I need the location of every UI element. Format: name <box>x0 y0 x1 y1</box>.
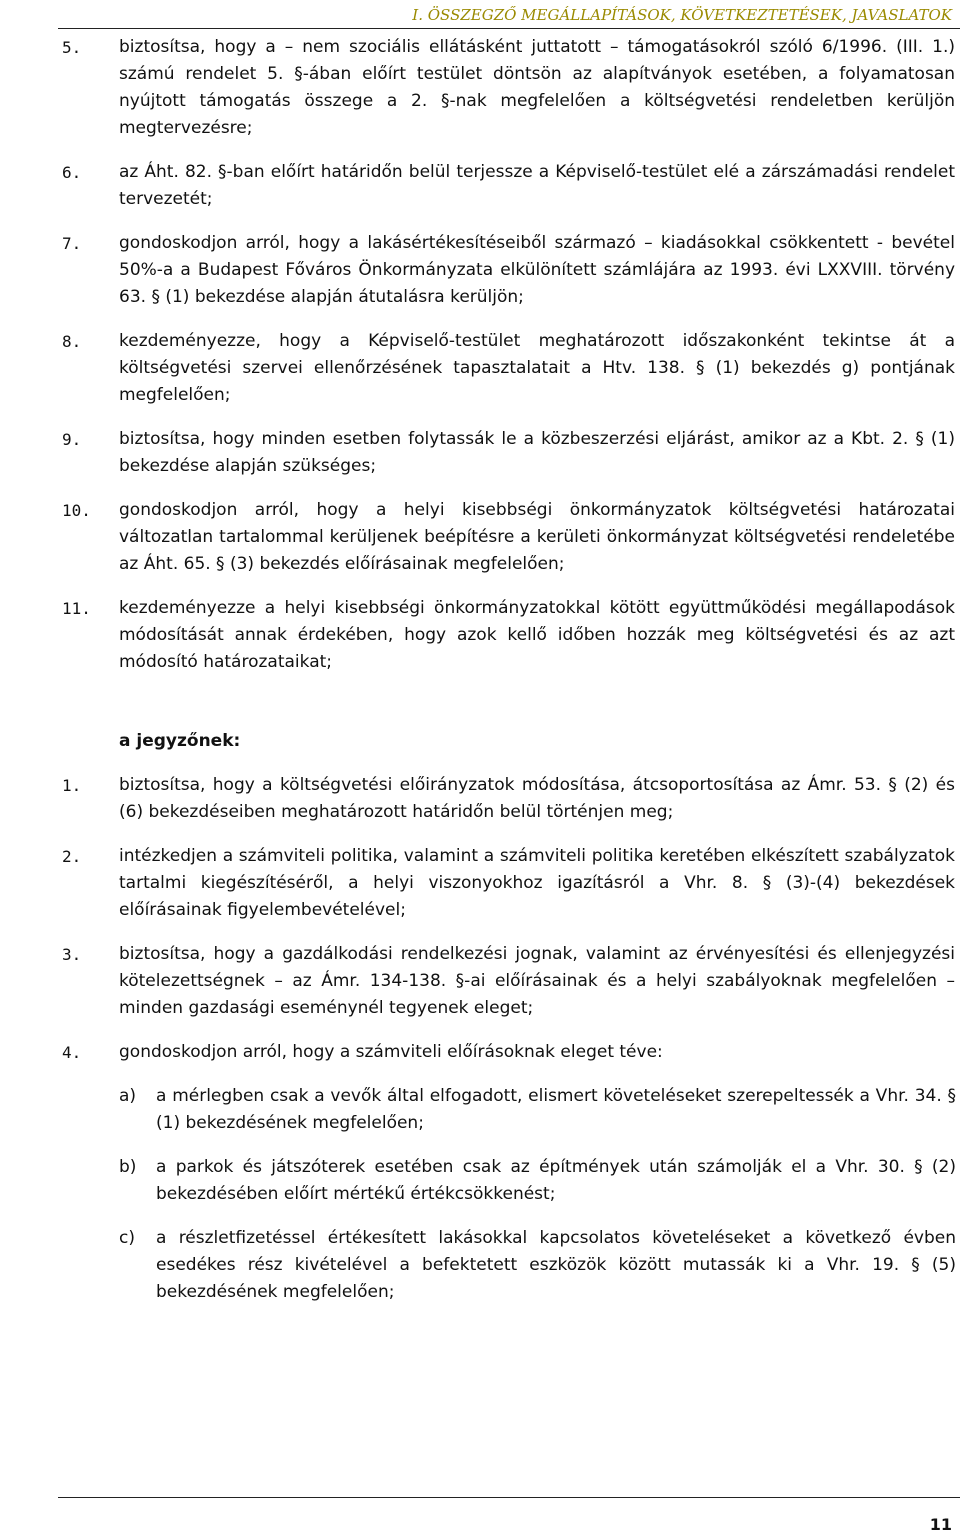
item-text: biztosítsa, hogy a – nem szociális ellátásként juttatott – támogatásokról szóló 6/1996. (III. 1.) számú rendelet 5. §-ában előírt testület döntsön az alapítványok esetében, a folyamatosan nyújtott támogatás összege a 2. §-nak megfelelően a költségvetési rendeletben kerüljön megtervezésre; <box>119 37 955 138</box>
item-number: 2. <box>62 847 82 866</box>
item-text: biztosítsa, hogy minden esetben folytassák le a közbeszerzési eljárást, amikor az a Kbt. 2. § (1) bekezdése alapján szükséges; <box>119 429 955 476</box>
list-item-7 <box>62 230 955 311</box>
running-header: I. ÖSSZEGZŐ MEGÁLLAPÍTÁSOK, KÖVETKEZTETÉSEK, JAVASLATOK <box>412 6 952 24</box>
sub-item-b <box>119 1154 956 1208</box>
item-number: 4. <box>62 1043 82 1062</box>
sub-item-c <box>119 1225 956 1306</box>
item-number: 11. <box>62 599 91 618</box>
list-item-6 <box>62 159 955 213</box>
item-number: 3. <box>62 945 82 964</box>
header-rule <box>58 28 960 29</box>
sub-item-label: a) <box>119 1086 137 1106</box>
item-text: kezdeményezze a helyi kisebbségi önkormányzatokkal kötött együttműködési megállapodások módosítását annak érdekében, hogy azok kellő időben hozzák meg költségvetési és az azt módosító határozataikat; <box>119 598 955 672</box>
sub-item-text: a mérlegben csak a vevők által elfogadott, elismert követeléseket szerepeltessék a Vhr. 34. § (1) bekezdésének megfelelően; <box>156 1086 956 1133</box>
document-body <box>0 34 960 1306</box>
footer-rule <box>58 1497 960 1498</box>
sub-item-label: c) <box>119 1228 135 1248</box>
list-item-b2 <box>62 843 955 924</box>
item-text: kezdeményezze, hogy a Képviselő-testület meghatározott időszakonként tekintse át a költségvetési szervei ellenőrzésének tapasztalatait a Htv. 138. § (1) bekezdés g) pontjának megfelelően; <box>119 331 955 405</box>
sub-item-label: b) <box>119 1157 137 1177</box>
list-item-8 <box>62 328 955 409</box>
sub-item-a <box>119 1083 956 1137</box>
item-text: biztosítsa, hogy a költségvetési előirányzatok módosítása, átcsoportosítása az Ámr. 53. § (2) és (6) bekezdéseiben meghatározott határidőn belül történjen meg; <box>119 775 955 822</box>
item-number: 5. <box>62 38 82 57</box>
item-text: biztosítsa, hogy a gazdálkodási rendelkezési jognak, valamint az érvényesítési és ellenjegyzési kötelezettségnek – az Ámr. 134-138. §-ai előírásainak és a helyi szabályoknak megfelelően – minden gazdasági eseménynél tegyenek eleget; <box>119 944 955 1018</box>
list-item-10 <box>62 497 955 578</box>
item-number: 1. <box>62 776 82 795</box>
item-number: 9. <box>62 430 82 449</box>
item-number: 8. <box>62 332 82 351</box>
list-item-9 <box>62 426 955 480</box>
sub-item-text: a részletfizetéssel értékesített lakásokkal kapcsolatos követeléseket a következő évben esedékes rész kivételével a befektetett eszközök között mutassák ki a Vhr. 19. § (5) bekezdésének megfelelően; <box>156 1228 956 1302</box>
list-item-5 <box>62 34 955 142</box>
item-text: intézkedjen a számviteli politika, valamint a számviteli politika keretében elkészített szabályzatok tartalmi kiegészítéséről, a helyi viszonyokhoz igazításról a Vhr. 8. § (3)-(4) bekezdések előírásainak figyelembevételével; <box>119 846 955 920</box>
item-text: gondoskodjon arról, hogy a helyi kisebbségi önkormányzatok költségvetési határozatai változatlan tartalommal kerüljenek beépítésre a kerületi önkormányzat költségvetési rendeletébe az Áht. 65. § (3) bekezdés előírásainak megfelelően; <box>119 500 955 574</box>
page-number: 11 <box>929 1515 952 1534</box>
item-text: gondoskodjon arról, hogy a lakásértékesítéseiből származó – kiadásokkal csökkentett - bevétel 50%-a a Budapest Főváros Önkormányzata elkülönített számlájára az 1993. évi LXXVIII. törvény 63. § (1) bekezdése alapján átutalásra kerüljön; <box>119 233 955 307</box>
section-heading: a jegyzőnek: <box>119 731 241 751</box>
item-number: 6. <box>62 163 82 182</box>
list-item-b4 <box>62 1039 955 1066</box>
list-item-11 <box>62 595 955 676</box>
sub-item-text: a parkok és játszóterek esetében csak az építmények után számolják el a Vhr. 30. § (2) bekezdésében előírt mértékű értékcsökkenést; <box>156 1157 956 1204</box>
list-item-b1 <box>62 772 955 826</box>
item-text: gondoskodjon arról, hogy a számviteli előírásoknak eleget téve: <box>119 1042 663 1062</box>
item-number: 10. <box>62 501 91 520</box>
list-item-b3 <box>62 941 955 1022</box>
item-text: az Áht. 82. §-ban előírt határidőn belül terjessze a Képviselő-testület elé a zárszámadási rendelet tervezetét; <box>119 162 955 209</box>
item-number: 7. <box>62 234 82 253</box>
